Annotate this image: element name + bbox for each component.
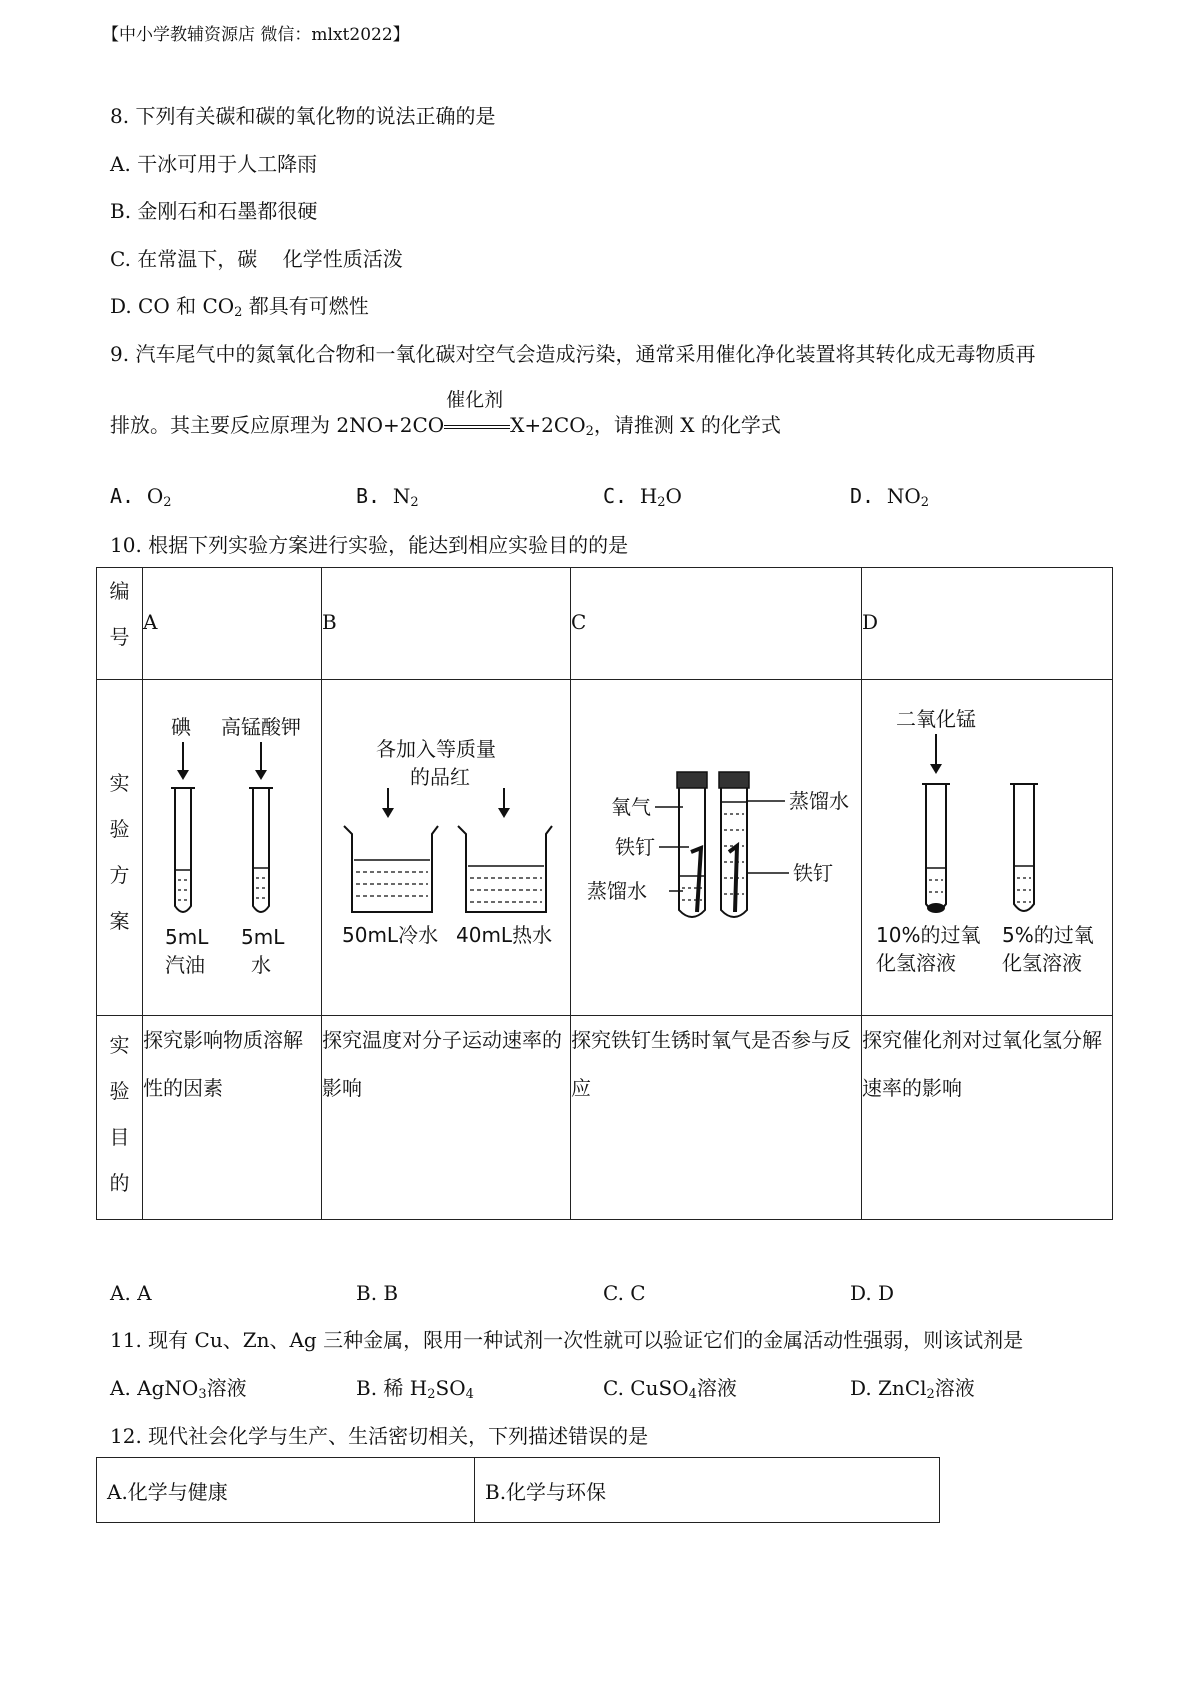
q9-option-d: D. $NO_2$ [850,484,929,510]
q10-option-b: B. B [356,1281,399,1305]
q8-option-a: A. 干冰可用于人工降雨 [110,152,318,176]
q8-option-b: B. 金刚石和石墨都很硬 [110,199,318,223]
col-header-c: C [571,568,862,680]
diagram-d [862,680,1112,1010]
beaker-cold-water [344,826,438,912]
mno2-label: 二氧化锰 [896,707,976,731]
tube-d2-line2: 化氢溶液 [1002,951,1082,975]
q8-stem: 8. 下列有关碳和碳的氧化物的说法正确的是 [110,104,496,128]
q12-cell-a: A.化学与健康 [97,1458,475,1523]
oxygen-label: 氧气 [611,795,651,819]
col-header-d: D [862,568,1113,680]
arrow-down-icon [255,770,267,780]
q10-experiment-table [96,567,1113,1220]
diagram-a-cell [143,680,322,1016]
tube-a1-liquid: 汽油 [165,953,205,977]
q9-option-b: B. $N_2$ [356,484,419,510]
table-row-scheme [97,680,1113,1016]
tube-a2-liquid: 水 [251,953,271,977]
arrow-down-icon [177,770,189,780]
tube-a2-volume: 5mL [241,925,285,949]
tube-d1-line1: 10%的过氧 [876,923,981,947]
test-tube-water [249,788,273,912]
q10-option-c: C. C [603,1281,646,1305]
mno2-powder-icon [927,903,945,913]
q9-option-c: C. $H_2O$ [603,484,682,510]
purpose-b: 探究温度对分子运动速率的影响 [322,1016,571,1220]
row-label-purpose: 实 验 目 的 [97,1016,143,1220]
nail-label-right: 铁钉 [793,861,833,885]
diagram-c-cell [571,680,862,1016]
q11-option-b: B. 稀 $H_2SO_4$ [356,1376,474,1402]
q10-option-a: A. A [110,1281,152,1305]
water-label-left: 蒸馏水 [587,879,647,903]
q11-option-c: C. CuSO$_4$溶液 [603,1376,737,1402]
tube-a1-volume: 5mL [165,925,209,949]
permanganate-label: 高锰酸钾 [221,715,301,739]
water-label-right: 蒸馏水 [789,789,849,813]
test-tube-10pct [922,784,950,913]
q8-option-c: C. 在常温下，碳 化学性质活泼 [110,247,403,271]
nail-label-left: 铁钉 [615,835,655,859]
beaker-b1-label: 50mL冷水 [342,923,439,947]
q12-table [96,1457,940,1523]
q11-stem: 11. 现有 Cu、Zn、Ag 三种金属，限用一种试剂一次性就可以验证它们的金属活动性强弱，则该试剂是 [110,1328,1024,1352]
col-header-b: B [322,568,571,680]
q10-stem: 10. 根据下列实验方案进行实验，能达到相应实验目的的是 [110,533,629,557]
dye-note-line1: 各加入等质量 [376,737,496,761]
diagram-b [322,680,570,1010]
stopper-icon [677,772,707,788]
catalyst-label: 催化剂 [446,388,504,411]
diagram-c [571,680,861,1010]
purpose-d: 探究催化剂对过氧化氢分解速率的影响 [862,1016,1113,1220]
beaker-hot-water [458,826,552,912]
q9-option-a: A. $O_2$ [110,484,172,510]
table-row-number [97,568,1113,680]
dye-note-line2: 的品红 [410,765,470,789]
arrow-down-icon [498,808,510,818]
beaker-b2-label: 40mL热水 [456,923,553,947]
stopper-icon [719,772,749,788]
diagram-a [143,680,321,1010]
iodine-label: 碘 [171,715,191,739]
tube-d2-line1: 5%的过氧 [1002,923,1094,947]
q12-cell-b: B.化学与环保 [475,1458,940,1523]
diagram-b-cell [322,680,571,1016]
q11-option-a: A. AgNO$_3$溶液 [110,1376,247,1402]
purpose-c: 探究铁钉生锈时氧气是否参与反应 [571,1016,862,1220]
q11-option-d: D. ZnCl$_2$溶液 [850,1376,975,1402]
nail-icon [729,846,737,912]
nail-icon [691,848,701,912]
table-row-purpose [97,1016,1113,1220]
table-row [97,1458,940,1523]
catalyst-arrow [444,388,510,437]
test-tube-water-only [719,772,749,917]
arrow-down-icon [382,808,394,818]
page-header: 【中小学教辅资源店 微信：mlxt2022】 [102,25,410,45]
test-tube-5pct [1010,784,1038,911]
q9-equation-line: 排放。其主要反应原理为 2NO+2CO 催化剂 $X+2CO_2$，请推测 X 的化学式 [110,388,781,439]
col-header-a: A [143,568,322,680]
row-label-number: 编 号 [97,568,143,680]
test-tube-gasoline [171,788,195,912]
arrow-down-icon [930,764,942,774]
q9-stem: 9. 汽车尾气中的氮氧化合物和一氧化碳对空气会造成污染，通常采用催化净化装置将其转化成无毒物质再 [110,342,1036,366]
q12-stem: 12. 现代社会化学与生产、生活密切相关，下列描述错误的是 [110,1424,649,1448]
purpose-a: 探究影响物质溶解性的因素 [143,1016,322,1220]
diagram-d-cell [862,680,1113,1016]
row-label-scheme: 实 验 方 案 [97,680,143,1016]
q10-option-d: D. D [850,1281,895,1305]
q8-option-d: D. CO 和 $CO_2$ 都具有可燃性 [110,294,369,320]
test-tube-oxygen [677,772,707,917]
tube-d1-line2: 化氢溶液 [876,951,956,975]
